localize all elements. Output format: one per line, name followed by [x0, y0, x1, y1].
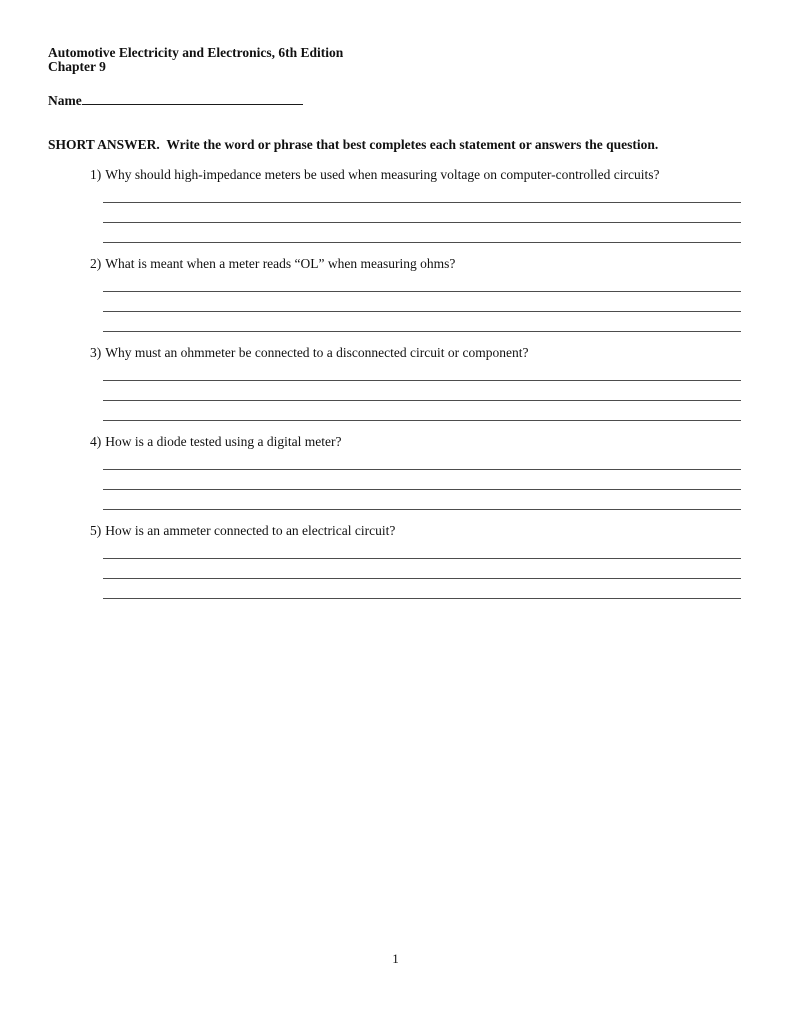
page-content [48, 46, 741, 612]
instructions-text: SHORT ANSWER. Write the word or phrase that best completes each statement or answers the question. [48, 137, 659, 152]
answer-line [103, 450, 741, 470]
answer-line [103, 272, 741, 292]
answer-lines [103, 183, 741, 243]
answer-line [103, 539, 741, 559]
question-number: 2) [90, 256, 102, 271]
question-block [90, 256, 741, 332]
question-text [90, 256, 741, 272]
question-label: Why must an ohmmeter be connected to a disconnected circuit or component? [105, 345, 529, 360]
page-number: 1 [392, 951, 399, 966]
answer-line [103, 381, 741, 401]
question-text [90, 345, 741, 361]
answer-line [103, 401, 741, 421]
answer-line [103, 223, 741, 243]
question-block [90, 523, 741, 599]
answer-lines [103, 450, 741, 510]
answer-line [103, 203, 741, 223]
question-block [90, 345, 741, 421]
question-label: What is meant when a meter reads “OL” when measuring ohms? [105, 256, 456, 271]
question-label: How is an ammeter connected to an electrical circuit? [105, 523, 396, 538]
answer-line [103, 579, 741, 599]
document-header [48, 46, 741, 74]
question-number: 4) [90, 434, 102, 449]
question-number: 3) [90, 345, 102, 360]
answer-line [103, 361, 741, 381]
answer-lines [103, 539, 741, 599]
chapter-title: Chapter 9 [48, 59, 106, 74]
answer-line [103, 183, 741, 203]
question-number: 5) [90, 523, 102, 538]
question-block [90, 167, 741, 243]
name-field-row [48, 91, 741, 108]
question-label: How is a diode tested using a digital meter? [105, 434, 342, 449]
question-label: Why should high-impedance meters be used when measuring voltage on computer-controlled circuits? [105, 167, 660, 182]
answer-lines [103, 272, 741, 332]
answer-line [103, 312, 741, 332]
answer-line [103, 292, 741, 312]
questions-section [48, 167, 741, 599]
name-blank-line [82, 91, 303, 105]
question-number: 1) [90, 167, 102, 182]
question-block [90, 434, 741, 510]
answer-line [103, 490, 741, 510]
page-footer [0, 951, 791, 966]
question-text [90, 167, 741, 183]
answer-line [103, 559, 741, 579]
question-text [90, 523, 741, 539]
book-title: Automotive Electricity and Electronics, 6th Edition [48, 45, 344, 60]
answer-line [103, 470, 741, 490]
question-text [90, 434, 741, 450]
answer-lines [103, 361, 741, 421]
name-label: Name [48, 93, 82, 108]
